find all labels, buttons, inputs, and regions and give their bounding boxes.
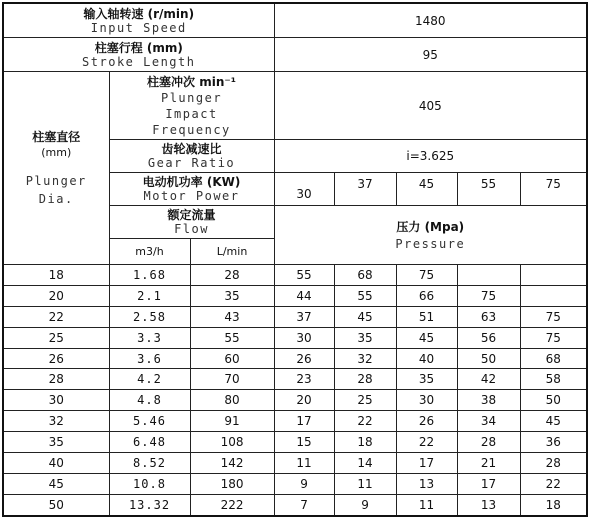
pressure-cell: 25 [334, 390, 396, 411]
plunger-dia-en2: Dia. [38, 192, 74, 206]
pressure-cell: 63 [457, 306, 520, 327]
table-row [3, 432, 587, 453]
impact-freq-en2: Impact [165, 106, 218, 121]
pressure-cell: 22 [334, 411, 396, 432]
pressure-cell: 45 [396, 327, 457, 348]
pressure-cell [457, 265, 520, 286]
flow-m3h-cell: 5.46 [109, 411, 190, 432]
impact-freq-zh: 柱塞冲次 min⁻¹ [147, 74, 236, 89]
input-speed-label [3, 3, 274, 38]
pressure-cell: 35 [396, 369, 457, 390]
flow-lmin-cell: 28 [190, 265, 274, 286]
stroke-length-en: Stroke Length [82, 54, 196, 69]
plunger-dia-cell: 40 [3, 453, 109, 474]
impact-freq-value: 405 [274, 72, 587, 140]
table-row [3, 306, 587, 327]
input-speed-zh: 输入轴转速 (r/min) [83, 6, 195, 21]
pressure-cell: 68 [334, 265, 396, 286]
motor-power-label [109, 173, 274, 206]
plunger-dia-cell: 45 [3, 473, 109, 494]
impact-freq-label [109, 72, 274, 140]
pressure-cell: 28 [457, 432, 520, 453]
pressure-cell: 28 [334, 369, 396, 390]
pressure-cell: 75 [520, 306, 587, 327]
pressure-cell: 68 [520, 348, 587, 369]
flow-m3h-cell: 10.8 [109, 473, 190, 494]
pressure-cell: 23 [274, 369, 334, 390]
flow-m3h-cell: 2.58 [109, 306, 190, 327]
pressure-cell: 56 [457, 327, 520, 348]
gear-ratio-zh: 齿轮减速比 [161, 142, 222, 156]
pressure-cell: 75 [520, 327, 587, 348]
plunger-dia-cell: 35 [3, 432, 109, 453]
pressure-cell: 35 [334, 327, 396, 348]
flow-lmin-cell: 180 [190, 473, 274, 494]
table-row [3, 453, 587, 474]
pressure-cell: 75 [396, 265, 457, 286]
pressure-cell: 17 [457, 473, 520, 494]
pressure-cell: 50 [457, 348, 520, 369]
pressure-cell: 14 [334, 453, 396, 474]
pressure-cell: 20 [274, 390, 334, 411]
pressure-cell: 7 [274, 494, 334, 515]
motor-power-value: 55 [457, 173, 520, 206]
pressure-cell: 45 [334, 306, 396, 327]
stroke-length-label [3, 38, 274, 72]
flow-lmin-cell: 222 [190, 494, 274, 515]
pressure-cell: 50 [520, 390, 587, 411]
gear-ratio-value: i=3.625 [274, 140, 587, 173]
motor-power-value: 45 [396, 173, 457, 206]
plunger-dia-cell: 22 [3, 306, 109, 327]
pressure-cell: 13 [457, 494, 520, 515]
pressure-cell: 51 [396, 306, 457, 327]
plunger-pump-spec-table [2, 2, 588, 517]
plunger-dia-cell: 25 [3, 327, 109, 348]
pressure-cell: 9 [274, 473, 334, 494]
flow-m3h-cell: 2.1 [109, 285, 190, 306]
motor-power-en: Motor Power [143, 189, 240, 203]
flow-col-m3h: m3/h [109, 239, 190, 265]
table-row [3, 265, 587, 286]
impact-freq-en1: Plunger [160, 90, 223, 105]
pressure-cell: 18 [520, 494, 587, 515]
table-row [3, 369, 587, 390]
pressure-cell: 55 [274, 265, 334, 286]
pressure-cell: 9 [334, 494, 396, 515]
pressure-cell: 26 [274, 348, 334, 369]
pressure-cell: 11 [334, 473, 396, 494]
table-row [3, 494, 587, 515]
pressure-cell: 30 [274, 327, 334, 348]
plunger-dia-unit: (mm) [41, 146, 72, 159]
plunger-dia-cell: 30 [3, 390, 109, 411]
pressure-cell [520, 285, 587, 306]
flow-lmin-cell: 108 [190, 432, 274, 453]
stroke-length-zh: 柱塞行程 (mm) [94, 40, 183, 55]
flow-m3h-cell: 4.8 [109, 390, 190, 411]
pressure-cell: 38 [457, 390, 520, 411]
pressure-cell: 11 [396, 494, 457, 515]
plunger-dia-cell: 28 [3, 369, 109, 390]
pressure-cell: 45 [520, 411, 587, 432]
pressure-cell [520, 265, 587, 286]
pressure-cell: 15 [274, 432, 334, 453]
motor-power-zh: 电动机功率 (KW) [142, 175, 241, 189]
flow-m3h-cell: 13.32 [109, 494, 190, 515]
pressure-cell: 18 [334, 432, 396, 453]
flow-m3h-cell: 3.3 [109, 327, 190, 348]
motor-power-value: 30 [274, 173, 334, 206]
table-row [3, 390, 587, 411]
input-speed-value: 1480 [274, 3, 587, 38]
flow-m3h-cell: 3.6 [109, 348, 190, 369]
pressure-cell: 37 [274, 306, 334, 327]
flow-en: Flow [174, 222, 209, 236]
pressure-cell: 28 [520, 453, 587, 474]
flow-lmin-cell: 91 [190, 411, 274, 432]
motor-power-value: 37 [334, 173, 396, 206]
pressure-cell: 11 [274, 453, 334, 474]
input-speed-en: Input Speed [90, 20, 187, 35]
flow-zh: 额定流量 [167, 208, 216, 222]
flow-m3h-cell: 6.48 [109, 432, 190, 453]
flow-lmin-cell: 55 [190, 327, 274, 348]
table-row [3, 348, 587, 369]
plunger-dia-cell: 26 [3, 348, 109, 369]
flow-lmin-cell: 142 [190, 453, 274, 474]
flow-lmin-cell: 43 [190, 306, 274, 327]
pressure-cell: 32 [334, 348, 396, 369]
flow-m3h-cell: 1.68 [109, 265, 190, 286]
flow-col-lmin: L/min [190, 239, 274, 265]
pressure-label [274, 206, 587, 265]
pressure-cell: 21 [457, 453, 520, 474]
pressure-cell: 40 [396, 348, 457, 369]
plunger-dia-zh: 柱塞直径 [32, 130, 81, 144]
plunger-dia-cell: 50 [3, 494, 109, 515]
table-row [3, 327, 587, 348]
flow-lmin-cell: 35 [190, 285, 274, 306]
pressure-cell: 42 [457, 369, 520, 390]
table-row [3, 285, 587, 306]
table-row [3, 473, 587, 494]
plunger-dia-en1: Plunger [25, 174, 87, 188]
pressure-zh: 压力 (Mpa) [396, 219, 465, 234]
pressure-cell: 34 [457, 411, 520, 432]
pressure-cell: 30 [396, 390, 457, 411]
flow-lmin-cell: 60 [190, 348, 274, 369]
pressure-cell: 36 [520, 432, 587, 453]
pressure-cell: 17 [396, 453, 457, 474]
pressure-cell: 58 [520, 369, 587, 390]
pressure-cell: 22 [396, 432, 457, 453]
pressure-cell: 17 [274, 411, 334, 432]
motor-power-value: 75 [520, 173, 587, 206]
flow-m3h-cell: 4.2 [109, 369, 190, 390]
plunger-dia-cell: 32 [3, 411, 109, 432]
flow-label [109, 206, 274, 239]
pressure-cell: 44 [274, 285, 334, 306]
impact-freq-en3: Frequency [152, 122, 231, 137]
pressure-cell: 75 [457, 285, 520, 306]
pressure-cell: 26 [396, 411, 457, 432]
flow-lmin-cell: 70 [190, 369, 274, 390]
flow-lmin-cell: 80 [190, 390, 274, 411]
pressure-cell: 13 [396, 473, 457, 494]
pressure-cell: 66 [396, 285, 457, 306]
plunger-dia-label [3, 72, 109, 265]
plunger-dia-cell: 18 [3, 265, 109, 286]
stroke-length-value: 95 [274, 38, 587, 72]
pressure-cell: 22 [520, 473, 587, 494]
table-row [3, 411, 587, 432]
flow-m3h-cell: 8.52 [109, 453, 190, 474]
plunger-dia-cell: 20 [3, 285, 109, 306]
pressure-en: Pressure [395, 236, 466, 251]
gear-ratio-en: Gear Ratio [147, 156, 236, 170]
gear-ratio-label [109, 140, 274, 173]
pressure-cell: 55 [334, 285, 396, 306]
